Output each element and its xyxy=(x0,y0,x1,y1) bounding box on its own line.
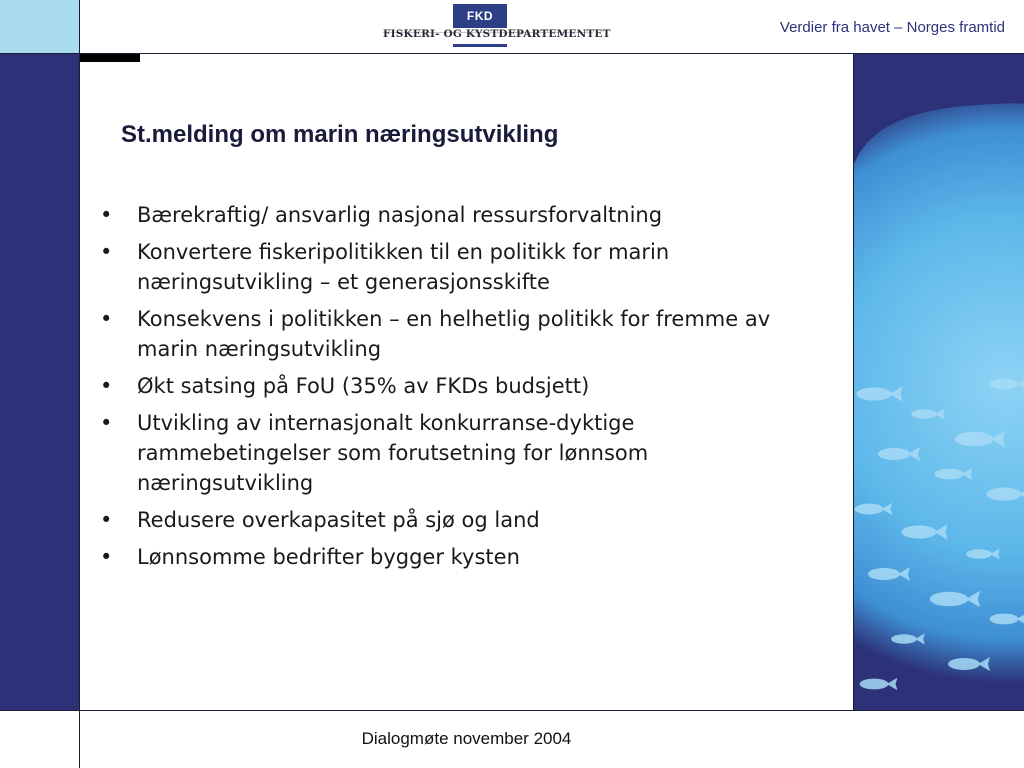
list-item xyxy=(100,408,820,498)
bullet-text: Konsekvens i politikken – en helhetlig politikk for fremme av marin næringsutvikling xyxy=(137,307,771,361)
bullet-icon: • xyxy=(100,240,113,264)
fkd-logo-icon xyxy=(383,4,611,50)
bullet-text: Bærekraftig/ ansvarlig nasjonal ressursforvaltning xyxy=(137,203,663,227)
bullet-text: Redusere overkapasitet på sjø og land xyxy=(137,508,540,532)
list-item xyxy=(100,200,820,230)
footer-divider xyxy=(0,710,1024,711)
bottom-left-block xyxy=(0,710,79,768)
fish-school-icon xyxy=(854,54,1024,710)
bullet-text: Lønnsomme bedrifter bygger kysten xyxy=(137,545,520,569)
bullet-text: Utvikling av internasjonalt konkurranse-dyktige rammebetingelser som forutsetning for lønnsom næringsutvikling xyxy=(137,411,649,495)
footer-text: Dialogmøte november 2004 xyxy=(361,729,572,748)
bullet-icon: • xyxy=(100,508,113,532)
bullet-text: Økt satsing på FoU (35% av FKDs budsjett) xyxy=(137,374,590,398)
logo-abbrev: FKD xyxy=(453,4,507,28)
list-item xyxy=(100,542,820,572)
header-tagline: Verdier fra havet – Norges framtid xyxy=(779,19,1005,36)
logo-underline xyxy=(453,44,507,47)
bullet-icon: • xyxy=(100,203,113,227)
logo-name: FISKERI- OG KYSTDEPARTEMENTET xyxy=(383,28,611,40)
top-left-accent-block xyxy=(0,0,79,54)
black-accent-tab xyxy=(80,54,140,62)
left-navy-bar xyxy=(0,54,79,710)
bullet-icon: • xyxy=(100,411,113,435)
list-item xyxy=(100,371,820,401)
slide-title: St.melding om marin næringsutvikling xyxy=(121,121,559,148)
bullet-list xyxy=(100,200,820,579)
bullet-text: Konvertere fiskeripolitikken til en politikk for marin næringsutvikling – et generasjonsskifte xyxy=(137,240,670,294)
list-item xyxy=(100,505,820,535)
list-item xyxy=(100,237,820,297)
left-divider xyxy=(79,0,80,768)
bullet-icon: • xyxy=(100,545,113,569)
bullet-icon: • xyxy=(100,307,113,331)
list-item xyxy=(100,304,820,364)
bullet-icon: • xyxy=(100,374,113,398)
